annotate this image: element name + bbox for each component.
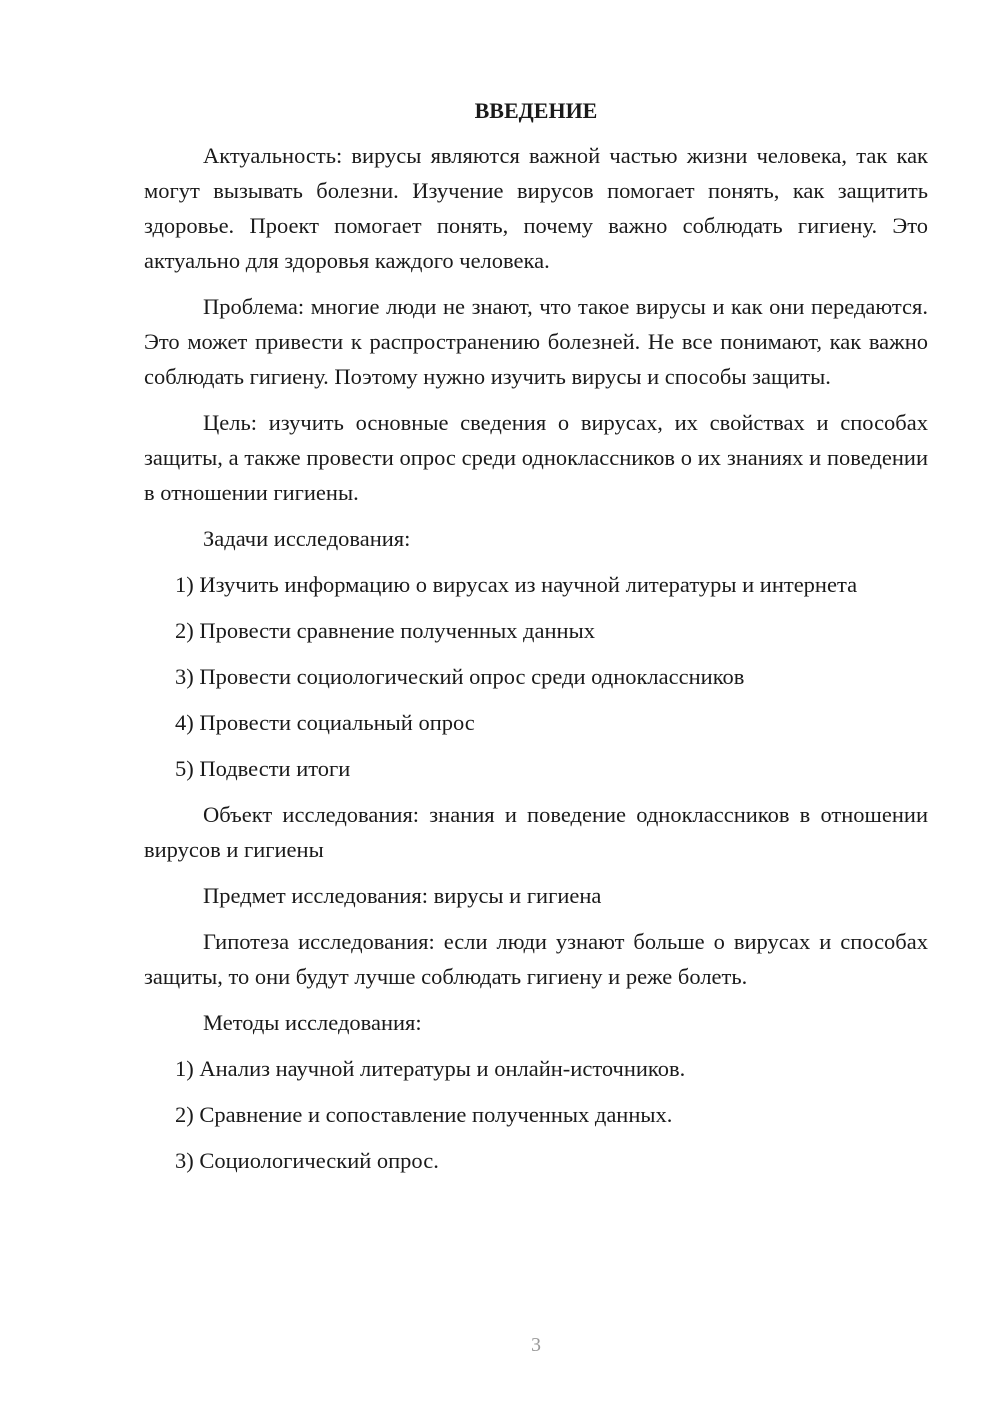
relevance-paragraph: Актуальность: вирусы являются важной частью жизни человека, так как могут вызывать болезни. Изучение вирусов помогает понять, как защитить здоровье. Проект помогает понять, почему важно соблюдать гигиену. Это актуально для здоровья каждого человека. [144, 143, 928, 273]
task-item: 2) Провести сравнение полученных данных [175, 618, 595, 643]
tasks-heading: Задачи исследования: [203, 526, 411, 551]
task-item: 5) Подвести итоги [175, 756, 351, 781]
method-item: 3) Социологический опрос. [175, 1148, 439, 1173]
task-item: 1) Изучить информацию о вирусах из научной литературы и интернета [175, 572, 858, 597]
hypothesis-paragraph: Гипотеза исследования: если люди узнают больше о вирусах и способах защиты, то они будут лучше соблюдать гигиену и реже болеть. [144, 929, 928, 989]
method-item: 1) Анализ научной литературы и онлайн-источников. [175, 1056, 686, 1081]
section-title: ВВЕДЕНИЕ [474, 98, 598, 123]
methods-heading: Методы исследования: [203, 1010, 422, 1035]
page-content [144, 93, 928, 1189]
subject-paragraph: Предмет исследования: вирусы и гигиена [203, 883, 602, 908]
page-number: 3 [531, 1334, 541, 1356]
problem-paragraph: Проблема: многие люди не знают, что такое вирусы и как они передаются. Это может привести к распространению болезней. Не все понимают, как важно соблюдать гигиену. Поэтому нужно изучить вирусы и способы защиты. [144, 294, 928, 389]
goal-paragraph: Цель: изучить основные сведения о вирусах, их свойствах и способах защиты, а также провести опрос среди одноклассников о их знаниях и поведении в отношении гигиены. [144, 410, 928, 505]
task-item: 3) Провести социологический опрос среди одноклассников [175, 664, 745, 689]
method-item: 2) Сравнение и сопоставление полученных данных. [175, 1102, 673, 1127]
object-paragraph: Объект исследования: знания и поведение одноклассников в отношении вирусов и гигиены [144, 802, 928, 862]
task-item: 4) Провести социальный опрос [175, 710, 475, 735]
